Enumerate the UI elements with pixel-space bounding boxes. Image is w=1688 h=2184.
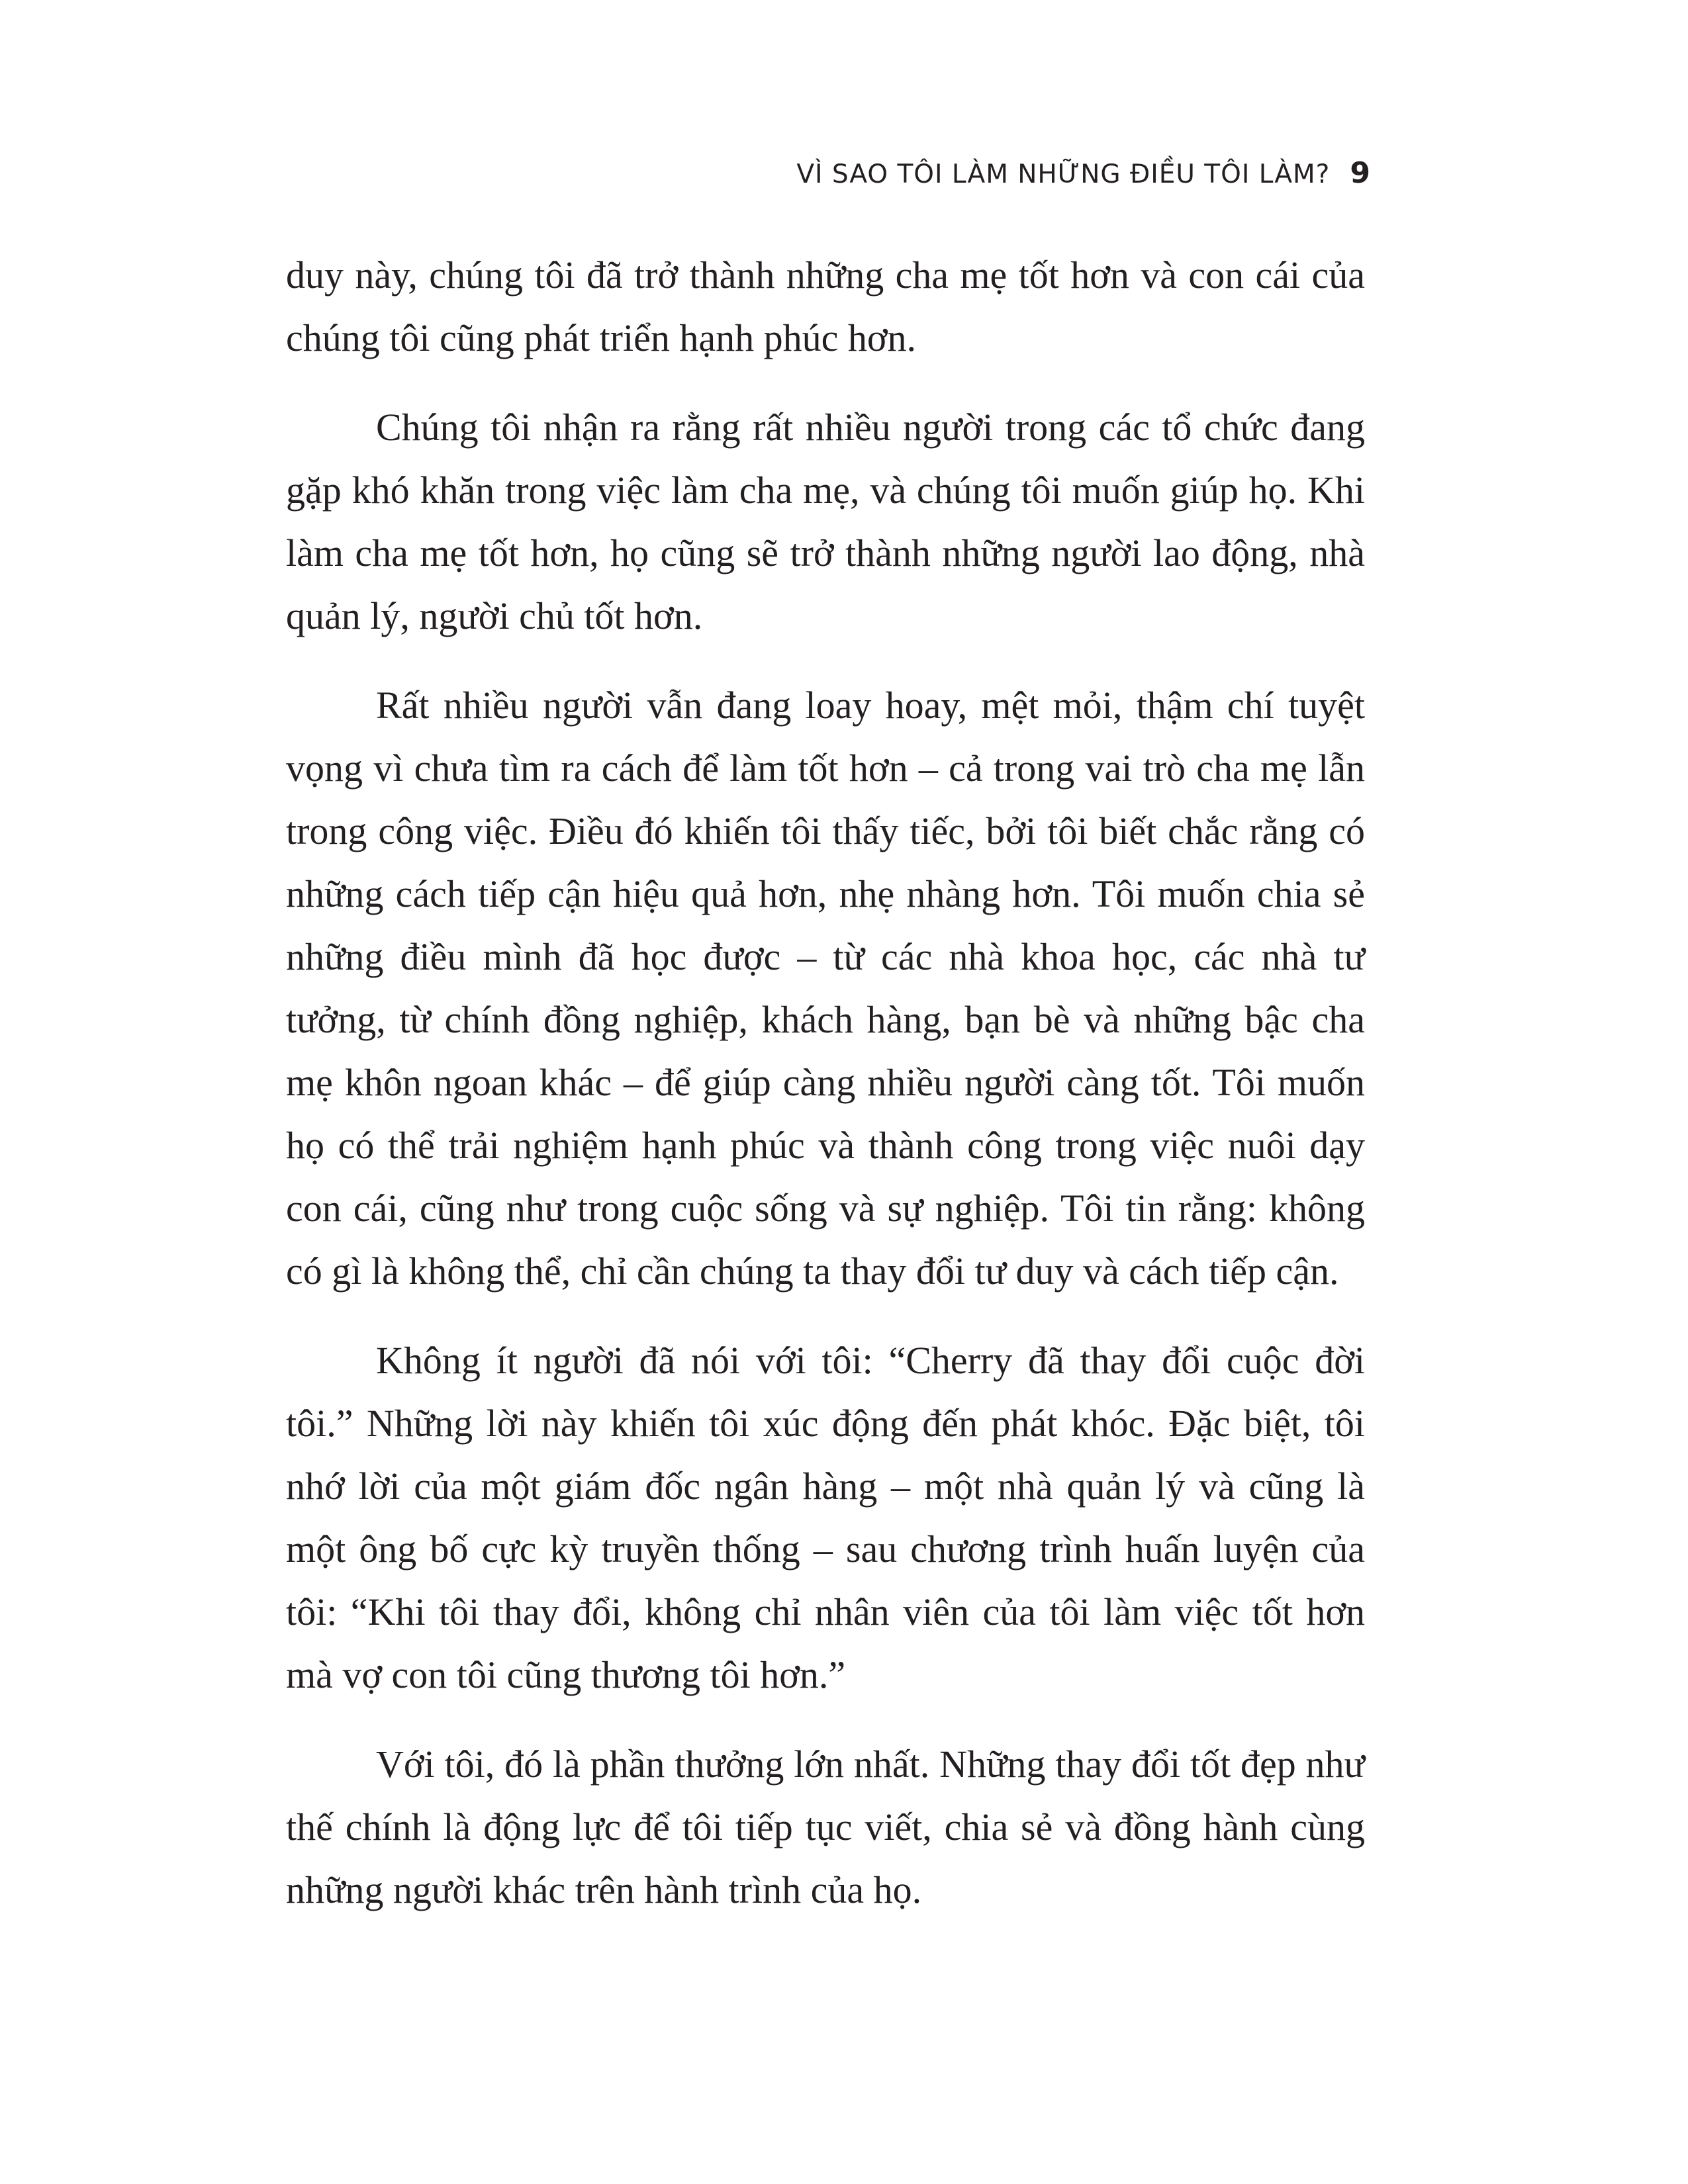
body-text	[286, 244, 1365, 1948]
page-number: 9	[1350, 156, 1370, 190]
running-header	[796, 156, 1370, 190]
paragraph-2: Chúng tôi nhận ra rằng rất nhiều người trong các tổ chức đang gặp khó khăn trong việc làm cha mẹ, và chúng tôi muốn giúp họ. Khi làm cha mẹ tốt hơn, họ cũng sẽ trở thành những người lao động, nhà quản lý, người chủ tốt hơn.	[286, 406, 1365, 637]
paragraph-3: Rất nhiều người vẫn đang loay hoay, mệt mỏi, thậm chí tuyệt vọng vì chưa tìm ra cách để làm tốt hơn – cả trong vai trò cha mẹ lẫn trong công việc. Điều đó khiến tôi thấy tiếc, bởi tôi biết chắc rằng có những cách tiếp cận hiệu quả hơn, nhẹ nhàng hơn. Tôi muốn chia sẻ những điều mình đã học được – từ các nhà khoa học, các nhà tư tưởng, từ chính đồng nghiệp, khách hàng, bạn bè và những bậc cha mẹ khôn ngoan khác – để giúp càng nhiều người càng tốt. Tôi muốn họ có thể trải nghiệm hạnh phúc và thành công trong việc nuôi dạy con cái, cũng như trong cuộc sống và sự nghiệp. Tôi tin rằng: không có gì là không thể, chỉ cần chúng ta thay đổi tư duy và cách tiếp cận.	[286, 684, 1365, 1293]
paragraph-4: Không ít người đã nói với tôi: “Cherry đã thay đổi cuộc đời tôi.” Những lời này khiến tôi xúc động đến phát khóc. Đặc biệt, tôi nhớ lời của một giám đốc ngân hàng – một nhà quản lý và cũng là một ông bố cực kỳ truyền thống – sau chương trình huấn luyện của tôi: “Khi tôi thay đổi, không chỉ nhân viên của tôi làm việc tốt hơn mà vợ con tôi cũng thương tôi hơn.”	[286, 1339, 1365, 1696]
paragraph-5: Với tôi, đó là phần thưởng lớn nhất. Những thay đổi tốt đẹp như thế chính là động lực để tôi tiếp tục viết, chia sẻ và đồng hành cùng những người khác trên hành trình của họ.	[286, 1743, 1365, 1911]
paragraph-1: duy này, chúng tôi đã trở thành những cha mẹ tốt hơn và con cái của chúng tôi cũng phát triển hạnh phúc hơn.	[286, 253, 1365, 359]
running-header-title: VÌ SAO TÔI LÀM NHỮNG ĐIỀU TÔI LÀM?	[796, 159, 1331, 189]
